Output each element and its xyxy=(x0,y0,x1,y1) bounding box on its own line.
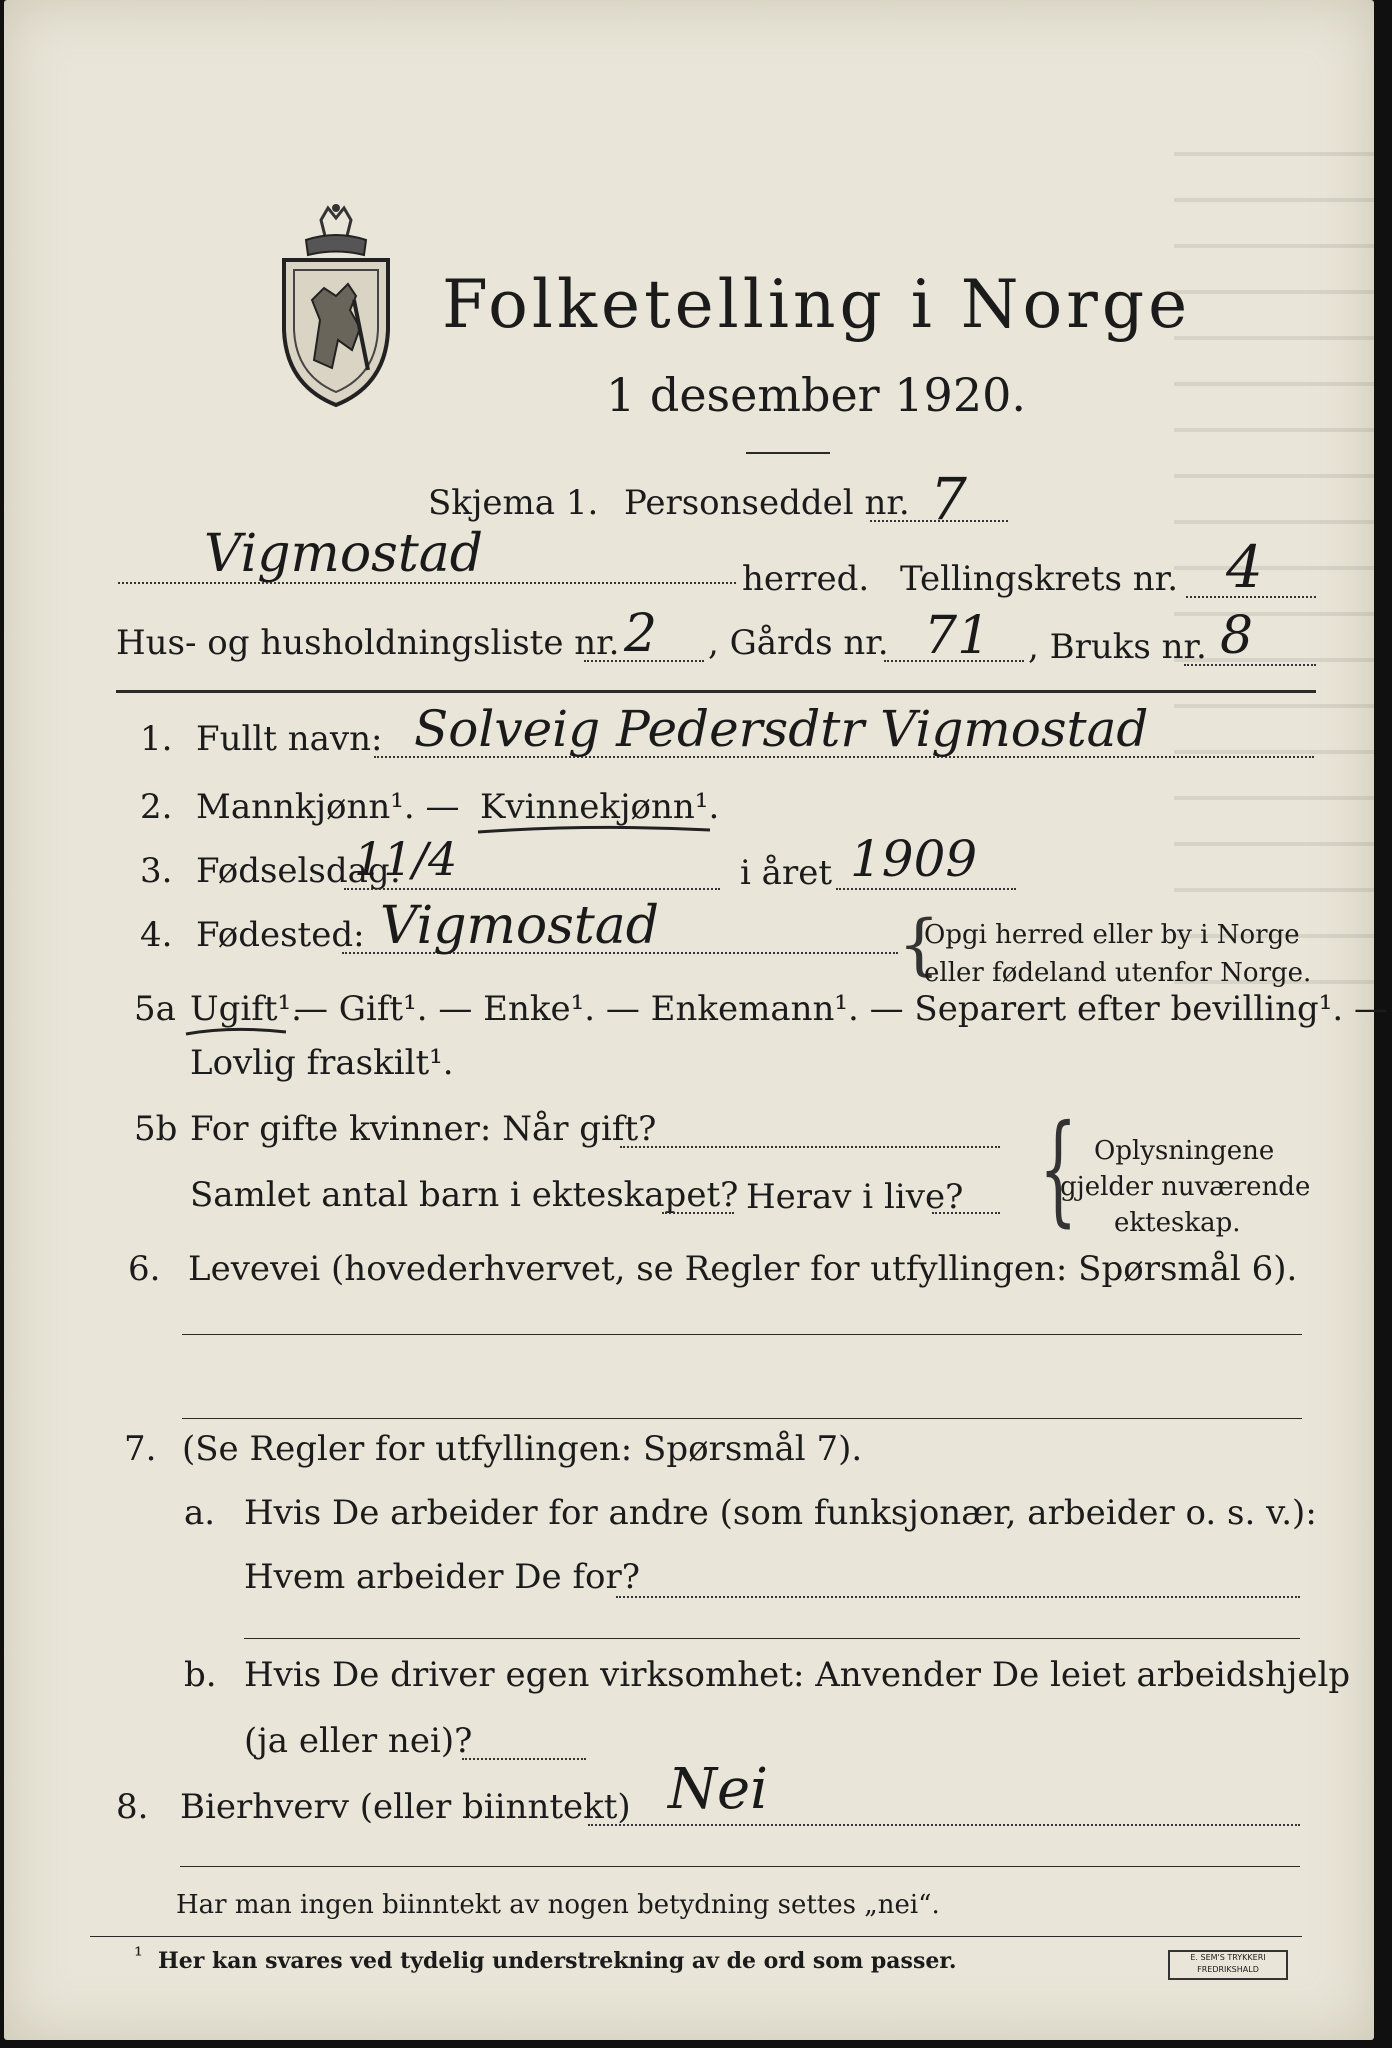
q3-label: Fødselsdag: xyxy=(196,851,402,891)
q3-year-line xyxy=(836,888,1016,890)
footnote-marker: ¹ xyxy=(134,1944,143,1969)
q5a-number: 5a xyxy=(134,989,176,1029)
bleed-through-shadow xyxy=(1174,110,1374,1010)
q2-kvinnekjonn: Kvinnekjønn¹. xyxy=(480,787,720,827)
husliste-value: 2 xyxy=(624,604,658,664)
q3-line xyxy=(344,888,720,890)
q4-birthplace: Vigmostad xyxy=(380,896,660,956)
q4-brace: { xyxy=(898,906,940,983)
q7-number: 7. xyxy=(124,1429,157,1469)
q7a-line-2: Hvem arbeider De for? xyxy=(244,1557,640,1597)
q4-label: Fødested: xyxy=(196,915,365,955)
q7a-answer-line xyxy=(616,1596,1300,1598)
q6-label: Levevei (hovederhvervet, se Regler for utfyllingen: Spørsmål 6). xyxy=(188,1249,1298,1289)
q1-number: 1. xyxy=(140,719,173,759)
q5b-line-2a: Samlet antal barn i ekteskapet? xyxy=(190,1175,739,1215)
herred-label: herred. xyxy=(742,559,870,599)
footer-separator xyxy=(90,1936,1302,1937)
gards-value: 71 xyxy=(924,606,991,666)
q5b-note-2: gjelder nuværende xyxy=(1060,1172,1311,1202)
herred-value: Vigmostad xyxy=(204,524,484,584)
q4-note-1: Opgi herred eller by i Norge xyxy=(924,920,1300,950)
coat-of-arms-icon xyxy=(276,200,396,410)
q4-number: 4. xyxy=(140,915,173,955)
husliste-label: Hus- og husholdningsliste nr. xyxy=(116,623,620,663)
q7b-line-2: (ja eller nei)? xyxy=(244,1721,473,1761)
tellingskrets-label: Tellingskrets nr. xyxy=(900,559,1179,599)
q6-answer-line-1 xyxy=(182,1334,1302,1335)
q7b-line-1: Hvis De driver egen virksomhet: Anvender De leiet arbeidshjelp xyxy=(244,1655,1351,1695)
title-divider xyxy=(746,452,830,454)
header-separator xyxy=(116,690,1316,693)
skjema-label: Skjema 1. xyxy=(428,483,599,523)
q5b-line-2a-fill xyxy=(662,1212,734,1214)
q3-year-label: i året xyxy=(740,853,832,893)
q3-number: 3. xyxy=(140,851,173,891)
q5b-note-1: Oplysningene xyxy=(1094,1136,1275,1166)
q5a-ugift: Ugift¹. xyxy=(190,989,302,1029)
q5a-fraskilt: Lovlig fraskilt¹. xyxy=(190,1043,454,1083)
q8-number: 8. xyxy=(116,1787,149,1827)
q6-number: 6. xyxy=(128,1249,161,1289)
q5b-line-2b-fill xyxy=(932,1212,1000,1214)
q5b-line-1-fill xyxy=(620,1146,1000,1148)
bruks-value: 8 xyxy=(1220,606,1254,666)
q8-answer-line-2 xyxy=(180,1866,1300,1867)
q5b-number: 5b xyxy=(134,1109,178,1149)
q5b-note-3: ekteskap. xyxy=(1114,1208,1241,1238)
q5a-options: — Gift¹. — Enke¹. — Enkemann¹. — Separert efter bevilling¹. — xyxy=(294,989,1389,1029)
footer-note: Har man ingen biinntekt av nogen betydning settes „nei“. xyxy=(176,1890,940,1920)
q5b-brace: { xyxy=(1039,1100,1078,1239)
ugift-underline xyxy=(182,1024,292,1042)
q8-value: Nei xyxy=(668,1757,769,1822)
gards-label: , Gårds nr. xyxy=(708,623,889,663)
q3-year: 1909 xyxy=(850,830,978,888)
q7a-line-1: Hvis De arbeider for andre (som funksjonær, arbeider o. s. v.): xyxy=(244,1493,1317,1533)
q7b-number: b. xyxy=(184,1655,217,1695)
q3-birthday: 11/4 xyxy=(354,832,458,886)
q5b-line-2b: Herav i live? xyxy=(746,1177,964,1217)
census-date: 1 desember 1920. xyxy=(606,368,1026,422)
q6-answer-line-2 xyxy=(182,1418,1302,1419)
q7a-number: a. xyxy=(184,1493,216,1533)
personseddel-value: 7 xyxy=(930,465,967,533)
q2-number: 2. xyxy=(140,787,173,827)
q7b-answer-line xyxy=(462,1758,586,1760)
q7-label: (Se Regler for utfyllingen: Spørsmål 7). xyxy=(182,1429,863,1469)
q1-label: Fullt navn: xyxy=(196,719,383,759)
q2-mannkjonn: Mannkjønn¹. — xyxy=(196,787,460,827)
census-form-page xyxy=(4,0,1389,2040)
q5b-line-1: For gifte kvinner: Når gift? xyxy=(190,1109,657,1149)
tellingskrets-value: 4 xyxy=(1226,533,1263,601)
q7a-answer-line-2 xyxy=(244,1638,1300,1639)
kvinnekjonn-underline xyxy=(474,820,714,840)
q8-answer-line xyxy=(588,1824,1300,1826)
form-title: Folketelling i Norge xyxy=(442,266,1192,343)
footnote-text: Her kan svares ved tydelig understrekning av de ord som passer. xyxy=(158,1948,957,1974)
bruks-label: , Bruks nr. xyxy=(1028,627,1207,667)
q1-full-name: Solveig Pedersdtr Vigmostad xyxy=(414,700,1149,758)
personseddel-label: Personseddel nr. xyxy=(624,483,910,523)
printer-stamp: E. SEM'S TRYKKERI FREDRIKSHALD xyxy=(1168,1950,1288,1980)
q8-label: Bierhverv (eller biinntekt) xyxy=(180,1787,631,1827)
q4-note-2: eller fødeland utenfor Norge. xyxy=(924,958,1312,988)
